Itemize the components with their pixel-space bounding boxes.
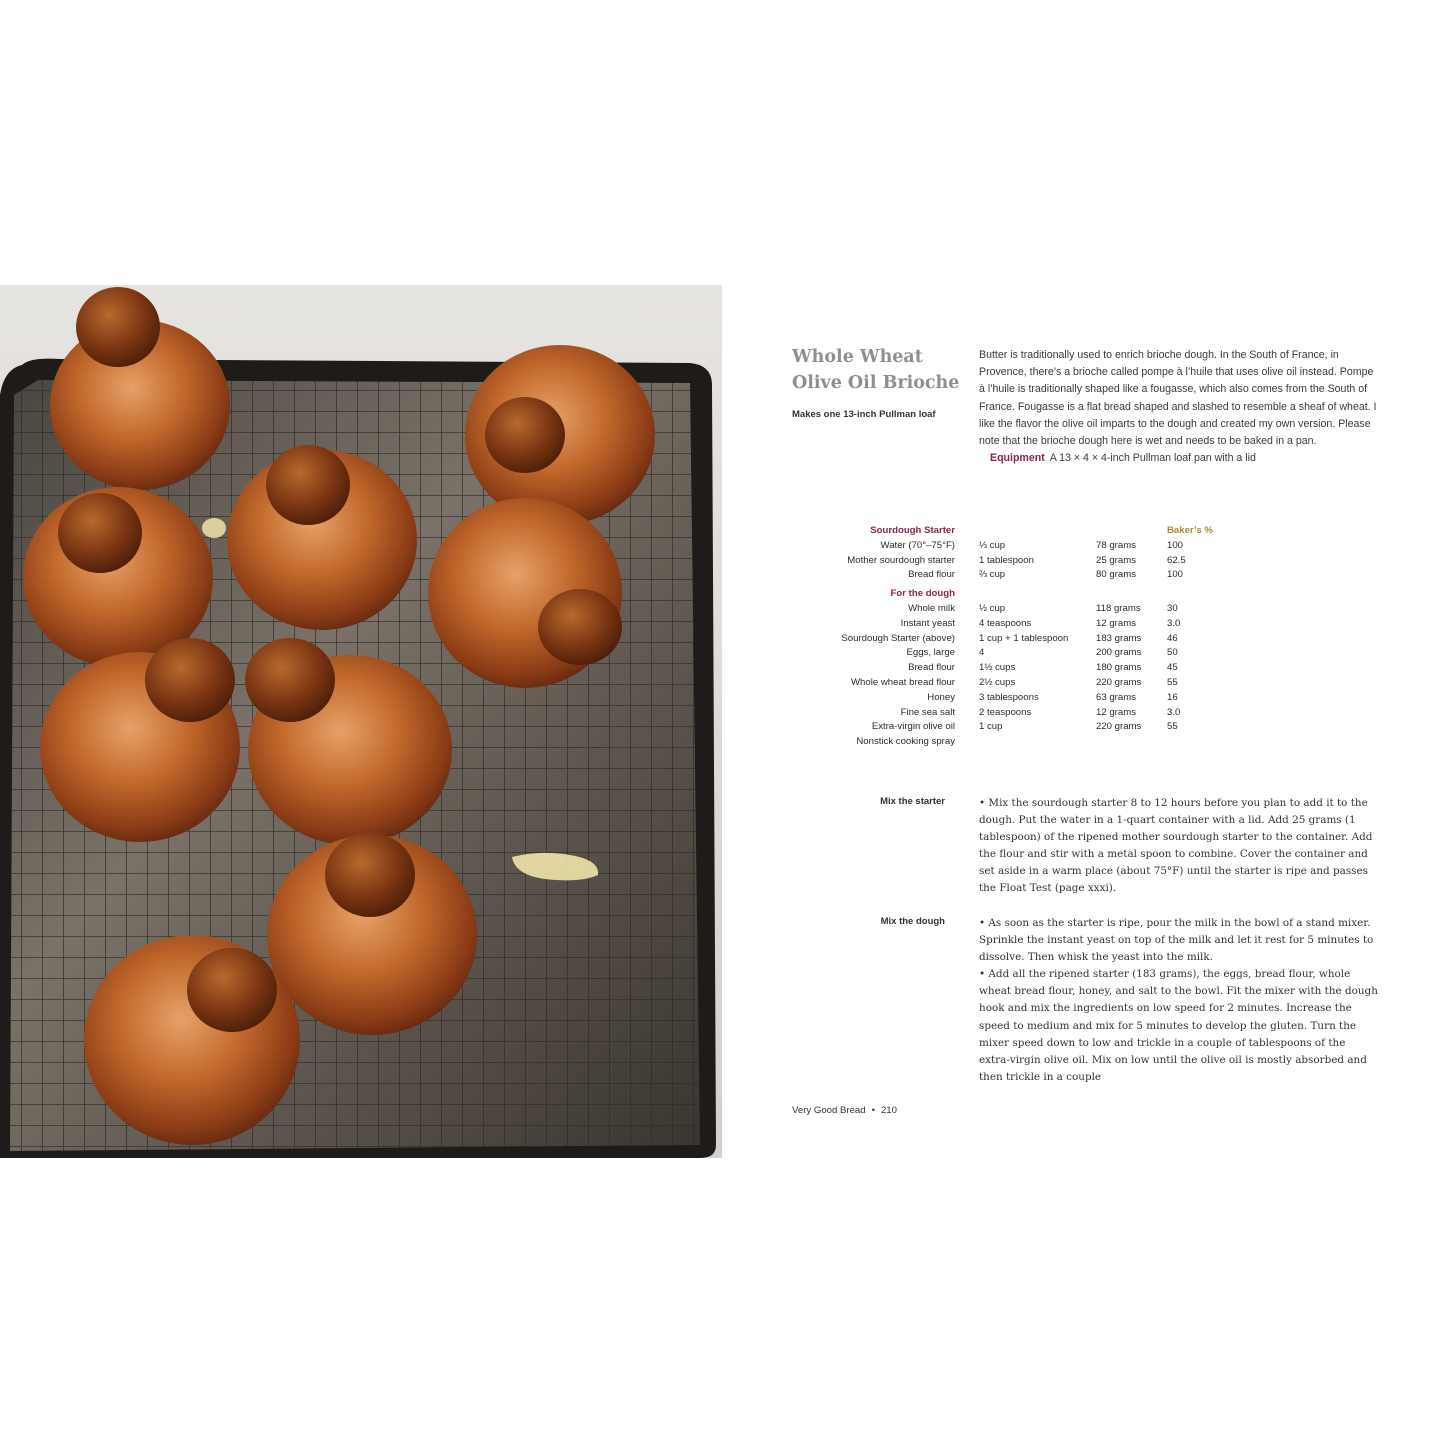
ingredient-row (790, 632, 1390, 647)
ingredient-name: Eggs, large (906, 647, 955, 659)
ingredient-row (790, 691, 1390, 706)
ingredient-grams: 200 grams (1096, 647, 1142, 659)
ingredient-grams: 80 grams (1096, 569, 1136, 581)
ingredient-name: Sourdough Starter (above) (841, 632, 955, 644)
ingredient-percent: 3.0 (1167, 617, 1181, 629)
ingredient-grams: 220 grams (1096, 676, 1142, 688)
ingredient-percent: 3.0 (1167, 706, 1181, 718)
ingredient-grams: 220 grams (1096, 721, 1142, 733)
ingredient-volume: 1 tablespoon (979, 554, 1034, 566)
step-paragraph: • Mix the sourdough starter 8 to 12 hours before you plan to add it to the dough. Put the water in a 1-quart container with a lid. Add 25 grams (1 tablespoon) of the ripened mother sourdough starter to the container. Add the flour and stir with a metal spoon to combine. Cover the container and set aside in a warm place (about 75°F) until the starter is ripe and passes the Float Test (page xxxi). (979, 797, 1373, 895)
ingredient-volume: ⅔ cup (979, 569, 1006, 581)
ingredient-percent: 16 (1167, 691, 1178, 703)
equipment-text: A 13 × 4 × 4-inch Pullman loaf pan with a lid (1049, 452, 1256, 465)
ingredient-grams: 25 grams (1096, 554, 1136, 566)
ingredient-grams: 63 grams (1096, 691, 1136, 703)
ingredient-grams: 12 grams (1096, 617, 1136, 629)
ingredient-volume: 4 (979, 647, 985, 659)
ingredient-name: Fine sea salt (900, 706, 955, 718)
step-label: Mix the starter (880, 796, 945, 807)
recipe-photo (0, 285, 722, 1158)
step-text (979, 915, 1379, 1086)
book-title: Very Good Bread (792, 1105, 866, 1116)
dough-heading: For the dough (890, 588, 955, 600)
page-number: 210 (880, 1105, 897, 1116)
step-paragraph: • Add all the ripened starter (183 grams), the eggs, bread flour, whole wheat bread flour, honey, and salt to the bowl. Fit the mixer with the dough hook and mix the ingredients on low speed for 2 minutes. Increase the speed to medium and mix for 5 minutes to develop the gluten. Turn the mixer speed down to low and trickle in a couple of tablespoons of the extra-virgin olive oil. Mix on low until the olive oil is mostly absorbed and then trickle in a couple (979, 968, 1378, 1083)
ingredient-name: Whole wheat bread flour (851, 676, 955, 688)
ingredient-row (790, 646, 1390, 661)
ingredient-percent: 45 (1167, 662, 1178, 674)
ingredient-percent: 46 (1167, 632, 1178, 644)
ingredient-name: Water (70°–75°F) (880, 539, 955, 551)
step-text (979, 795, 1379, 898)
ingredient-volume: ½ cup (979, 602, 1006, 614)
ingredient-row (790, 602, 1390, 617)
recipe-title-line2: Olive Oil Brioche (792, 373, 960, 393)
ingredient-percent: 55 (1167, 676, 1178, 688)
ingredient-volume: 4 teaspoons (979, 617, 1032, 629)
ingredient-volume: ⅓ cup (979, 539, 1006, 551)
ingredient-row (790, 676, 1390, 691)
ingredient-volume: 1 cup (979, 721, 1003, 733)
ingredient-percent: 100 (1167, 539, 1184, 551)
equipment-line (979, 450, 1379, 467)
ingredient-volume: 1½ cups (979, 662, 1016, 674)
ingredient-name: Whole milk (908, 602, 955, 614)
ingredient-row (790, 617, 1390, 632)
footer-separator: • (871, 1105, 875, 1116)
ingredient-grams: 12 grams (1096, 706, 1136, 718)
ingredient-name: Mother sourdough starter (847, 554, 955, 566)
ingredient-name: Bread flour (908, 662, 955, 674)
ingredient-name: Nonstick cooking spray (856, 736, 955, 748)
ingredient-name: Extra-virgin olive oil (871, 721, 955, 733)
ingredient-name: Instant yeast (900, 617, 955, 629)
dough-heading-row (790, 587, 1390, 602)
ingredient-volume: 1 cup + 1 tablespoon (979, 632, 1069, 644)
page-footer (792, 1105, 897, 1116)
ingredient-percent: 30 (1167, 602, 1178, 614)
ingredient-volume: 3 tablespoons (979, 691, 1039, 703)
step-label: Mix the dough (880, 916, 945, 927)
step-paragraph: • As soon as the starter is ripe, pour the milk in the bowl of a stand mixer. Sprinkle the instant yeast on top of the milk and let it rest for 5 minutes to dissolve. Then whisk the yeast into the milk. (979, 917, 1374, 964)
ingredient-grams: 180 grams (1096, 662, 1142, 674)
ingredient-row (790, 735, 1390, 750)
ingredient-row (790, 539, 1390, 554)
recipe-title (792, 344, 972, 396)
ingredient-row (790, 554, 1390, 569)
ingredient-row (790, 568, 1390, 583)
ingredient-percent: 55 (1167, 721, 1178, 733)
starter-heading-row (790, 524, 1390, 539)
ingredient-grams: 183 grams (1096, 632, 1142, 644)
ingredient-percent: 62.5 (1167, 554, 1186, 566)
recipe-yield: Makes one 13-inch Pullman loaf (792, 409, 936, 420)
ingredients-table (790, 524, 1390, 750)
ingredient-grams: 118 grams (1096, 602, 1141, 614)
ingredient-row (790, 661, 1390, 676)
ingredient-name: Bread flour (908, 569, 955, 581)
ingredient-percent: 100 (1167, 569, 1184, 581)
starter-heading: Sourdough Starter (870, 525, 955, 536)
ingredient-row (790, 720, 1390, 735)
recipe-intro (979, 347, 1379, 467)
ingredient-row (790, 706, 1390, 721)
ingredient-volume: 2 teaspoons (979, 706, 1032, 718)
ingredient-volume: 2½ cups (979, 676, 1016, 688)
bakers-percent-heading: Baker’s % (1167, 525, 1213, 536)
intro-paragraph: Butter is traditionally used to enrich brioche dough. In the South of France, in Provence, there’s a brioche called pompe à l’huile that uses olive oil instead. Pompe à l’huile is traditionally shaped like a fougasse, which also comes from the South of France. Fougasse is a flat bread shaped and slashed to resemble a sheaf of wheat. I like the flavor the olive oil imparts to the dough and created my own version. Please note that the brioche dough here is wet and needs to be baked in a pan. (979, 349, 1377, 448)
equipment-label: Equipment (990, 452, 1045, 465)
ingredient-name: Honey (927, 691, 955, 703)
ingredient-percent: 50 (1167, 647, 1178, 659)
ingredient-grams: 78 grams (1096, 539, 1136, 551)
recipe-title-line1: Whole Wheat (792, 347, 923, 367)
